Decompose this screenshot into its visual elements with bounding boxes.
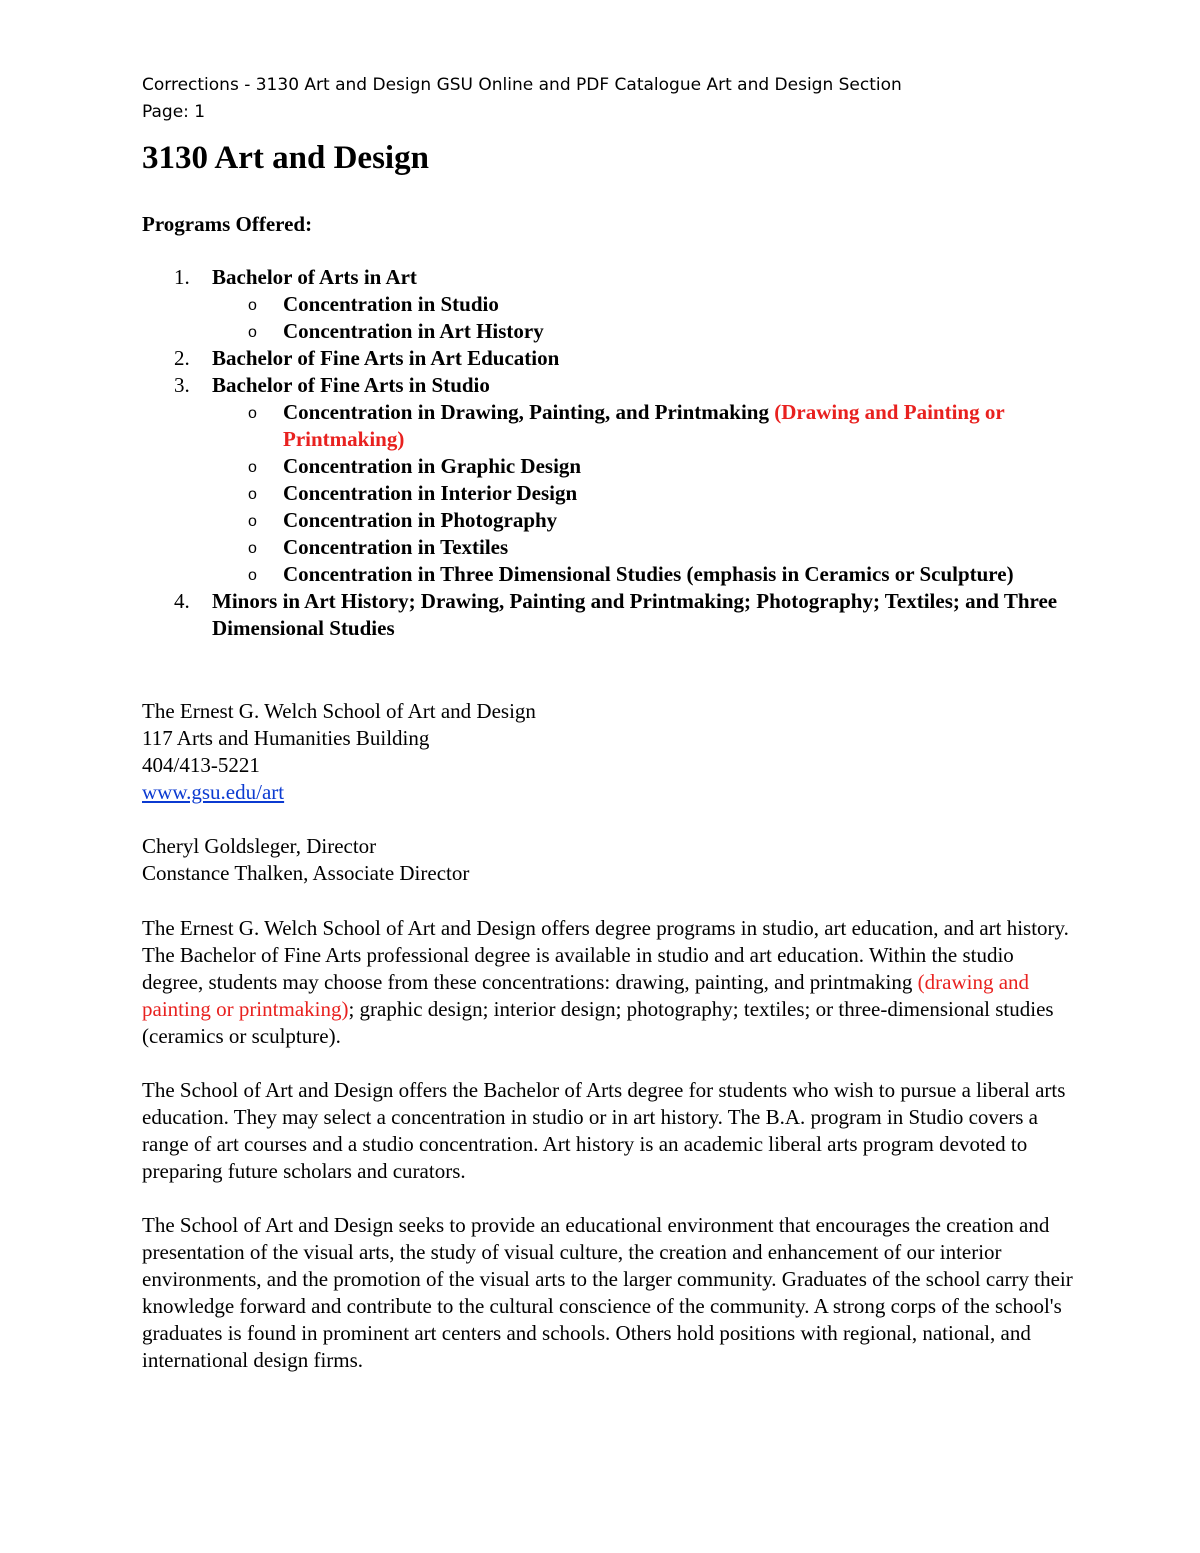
program-label: Minors in Art History; Drawing, Painting and Printmaking; Photography; Textiles; and Three Dimensional Studies [212, 589, 1058, 640]
bullet-icon: o [248, 540, 257, 557]
concentration-item: o Concentration in Graphic Design [212, 453, 1077, 480]
program-number: 1. [174, 265, 190, 289]
concentration-list [212, 291, 1077, 345]
concentration-item: o Concentration in Interior Design [212, 480, 1077, 507]
bullet-icon: o [248, 405, 257, 422]
program-label: Bachelor of Fine Arts in Art Education [212, 346, 560, 370]
staff-block [142, 833, 1077, 887]
header-page-number: Page: 1 [142, 102, 206, 122]
bullet-icon: o [248, 567, 257, 584]
correction-text: (drawing and painting or printmaking) [142, 970, 1030, 1021]
phone-number: 404/413-5221 [142, 753, 260, 777]
page-title: 3130 Art and Design [142, 140, 429, 176]
program-item [142, 264, 1077, 345]
bullet-icon: o [248, 459, 257, 476]
director-name: Cheryl Goldsleger, Director [142, 834, 377, 858]
paragraph-overview: The Ernest G. Welch School of Art and Design offers degree programs in studio, art education, and art history. The Bachelor of Fine Arts professional degree is available in studio and art education. Within the studio degree, students may choose from these concentrations: drawing, painting, and printmaking (drawing and painting or printmaking); graphic design; interior design; photography; textiles; or three-dimensional studies (ceramics or sculpture). [142, 916, 1069, 1048]
program-item [142, 345, 1077, 372]
program-number: 3. [174, 373, 190, 397]
paragraph-mission: The School of Art and Design seeks to provide an educational environment that encourages the creation and presentation of the visual arts, the study of visual culture, the creation and enhancement of our interior environments, and the promotion of the visual arts to the larger community. Graduates of the school carry their knowledge forward and contribute to the cultural conscience of the community. A strong corps of the school's graduates is found in prominent art centers and schools. Others hold positions with regional, national, and international design firms. [142, 1213, 1073, 1372]
program-label: Bachelor of Fine Arts in Studio [212, 373, 490, 397]
programs-list [142, 264, 1077, 642]
concentration-list [212, 399, 1077, 588]
program-number: 2. [174, 346, 190, 370]
bullet-icon: o [248, 486, 257, 503]
website-link[interactable]: www.gsu.edu/art [142, 780, 285, 804]
correction-text: (Drawing and Painting or Printmaking) [283, 400, 1005, 451]
concentration-item: o Concentration in Art History [212, 318, 1077, 345]
program-item [142, 372, 1077, 588]
concentration-item: o Concentration in Three Dimensional Studies (emphasis in Ceramics or Sculpture) [212, 561, 1077, 588]
bullet-icon: o [248, 297, 257, 314]
bullet-icon: o [248, 324, 257, 341]
bullet-icon: o [248, 513, 257, 530]
programs-offered-label: Programs Offered: [142, 212, 313, 236]
program-label: Bachelor of Arts in Art [212, 265, 417, 289]
document-header [142, 72, 902, 126]
school-name: The Ernest G. Welch School of Art and Design [142, 699, 536, 723]
header-line-1: Corrections - 3130 Art and Design GSU Online and PDF Catalogue Art and Design Section [142, 75, 902, 95]
concentration-item: o Concentration in Textiles [212, 534, 1077, 561]
concentration-item: o Concentration in Studio [212, 291, 1077, 318]
program-item [142, 588, 1077, 642]
contact-block [142, 698, 1077, 806]
concentration-item: o Concentration in Drawing, Painting, and Printmaking (Drawing and Painting or Printmaking) [248, 400, 1005, 451]
building-address: 117 Arts and Humanities Building [142, 726, 430, 750]
paragraph-ba-program: The School of Art and Design offers the Bachelor of Arts degree for students who wish to pursue a liberal arts education. They may select a concentration in studio or in art history. The B.A. program in Studio covers a range of art courses and a studio concentration. Art history is an academic liberal arts program devoted to preparing future scholars and curators. [142, 1078, 1066, 1183]
concentration-item: o Concentration in Photography [212, 507, 1077, 534]
associate-director-name: Constance Thalken, Associate Director [142, 861, 470, 885]
program-number: 4. [174, 589, 190, 613]
